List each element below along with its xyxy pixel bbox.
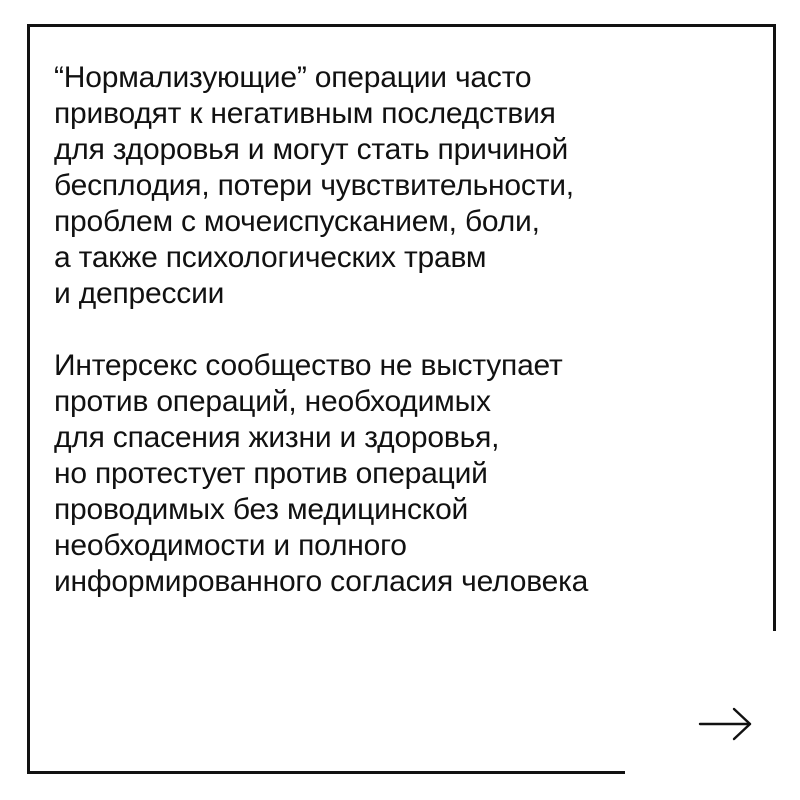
arrow-right-icon[interactable] [698, 706, 754, 742]
text-line: а также психологических травм [54, 241, 487, 274]
text-line: приводят к негативным последствия [54, 97, 556, 130]
text-line: бесплодия, потери чувствительности, [54, 169, 574, 202]
frame-bottom-border [27, 771, 625, 774]
text-line: необходимости и полного [54, 529, 407, 562]
slide-text [54, 60, 766, 600]
paragraph-intersex-community [54, 348, 766, 600]
frame-top-border [27, 24, 776, 27]
text-line: для здоровья и могут стать причиной [54, 133, 569, 166]
text-line: против операций, необходимых [54, 385, 491, 418]
text-line: для спасения жизни и здоровья, [54, 421, 500, 454]
frame-left-border [27, 24, 30, 774]
text-line: и депрессии [54, 277, 225, 310]
text-line: Интерсекс сообщество не выступает [54, 349, 563, 382]
paragraph-normalizing-operations [54, 60, 766, 312]
text-line: информированного согласия человека [54, 565, 589, 598]
text-line: проводимых без медицинской [54, 493, 469, 526]
text-line: “Нормализующие” операции часто [54, 61, 532, 94]
text-line: проблем с мочеиспусканием, боли, [54, 205, 540, 238]
frame-right-border [773, 24, 776, 631]
text-line: но протестует против операций [54, 457, 488, 490]
